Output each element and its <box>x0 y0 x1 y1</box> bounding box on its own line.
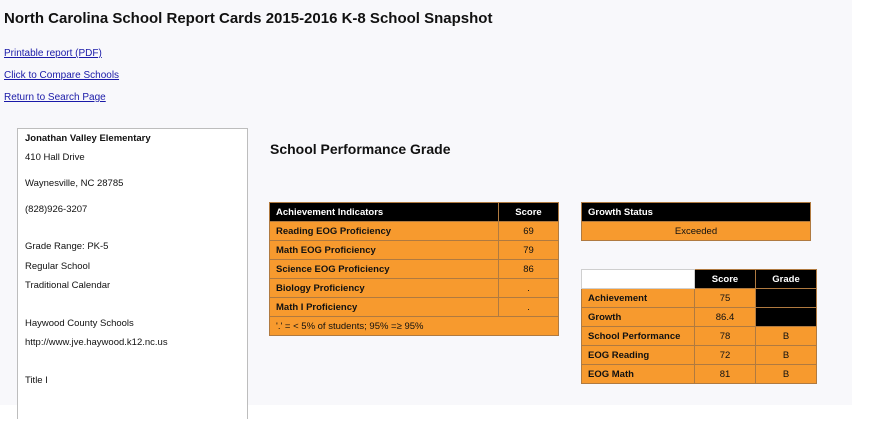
grade-label: EOG Math <box>582 365 695 384</box>
table-header-row <box>582 270 817 289</box>
grade-letter <box>756 308 817 327</box>
footnote: '.' = < 5% of students; 95% =≥ 95% <box>270 317 559 336</box>
school-type: Regular School <box>25 261 90 272</box>
school-info-panel <box>17 128 248 419</box>
table-header-row <box>270 203 559 222</box>
printable-report-link[interactable]: Printable report (PDF) <box>4 48 102 59</box>
grade-score: 75 <box>695 289 756 308</box>
table-row <box>582 327 817 346</box>
table-header-row <box>582 203 811 222</box>
growth-status-header: Growth Status <box>582 203 811 222</box>
grade-letter <box>756 289 817 308</box>
school-calendar: Traditional Calendar <box>25 280 111 291</box>
school-address: 410 Hall Drive <box>25 152 85 163</box>
grade-score: 81 <box>695 365 756 384</box>
school-city: Waynesville, NC 28785 <box>25 178 124 189</box>
return-to-search-link[interactable]: Return to Search Page <box>4 92 106 103</box>
table-row <box>270 222 559 241</box>
school-phone: (828)926-3207 <box>25 204 88 215</box>
table-row <box>582 289 817 308</box>
school-name: Jonathan Valley Elementary <box>25 133 151 144</box>
indicator-label: Reading EOG Proficiency <box>270 222 499 241</box>
indicator-label: Math EOG Proficiency <box>270 241 499 260</box>
indicator-score: . <box>499 279 559 298</box>
grade-label: Achievement <box>582 289 695 308</box>
grades-grade-header: Grade <box>756 270 817 289</box>
page-title: North Carolina School Report Cards 2015-2016 K-8 School Snapshot <box>4 10 493 27</box>
indicator-header: Achievement Indicators <box>270 203 499 222</box>
growth-status-value: Exceeded <box>582 222 811 241</box>
footnote-row <box>270 317 559 336</box>
grade-label: School Performance <box>582 327 695 346</box>
performance-grades-table <box>581 269 817 384</box>
table-row <box>270 241 559 260</box>
table-row <box>582 308 817 327</box>
school-website: http://www.jve.haywood.k12.nc.us <box>25 337 168 348</box>
grade-letter: B <box>756 346 817 365</box>
table-row <box>582 222 811 241</box>
table-row <box>270 279 559 298</box>
compare-schools-link[interactable]: Click to Compare Schools <box>4 70 120 81</box>
grade-label: EOG Reading <box>582 346 695 365</box>
grades-score-header: Score <box>695 270 756 289</box>
grade-score: 78 <box>695 327 756 346</box>
school-performance-heading: School Performance Grade <box>270 141 451 157</box>
grade-score: 72 <box>695 346 756 365</box>
indicator-score: . <box>499 298 559 317</box>
table-row <box>270 298 559 317</box>
table-row <box>582 346 817 365</box>
indicator-score: 69 <box>499 222 559 241</box>
achievement-indicators-table <box>269 202 559 336</box>
growth-status-table <box>581 202 811 241</box>
indicator-label: Science EOG Proficiency <box>270 260 499 279</box>
indicator-score: 79 <box>499 241 559 260</box>
table-row <box>270 260 559 279</box>
grade-letter: B <box>756 365 817 384</box>
grade-range: Grade Range: PK-5 <box>25 241 109 252</box>
indicator-score: 86 <box>499 260 559 279</box>
school-district: Haywood County Schools <box>25 318 134 329</box>
grade-letter: B <box>756 327 817 346</box>
grade-score: 86.4 <box>695 308 756 327</box>
title-status: Title I <box>25 375 48 386</box>
indicator-label: Math I Proficiency <box>270 298 499 317</box>
score-header: Score <box>499 203 559 222</box>
indicator-label: Biology Proficiency <box>270 279 499 298</box>
grade-label: Growth <box>582 308 695 327</box>
table-row <box>582 365 817 384</box>
blank-header-cell <box>582 270 695 289</box>
